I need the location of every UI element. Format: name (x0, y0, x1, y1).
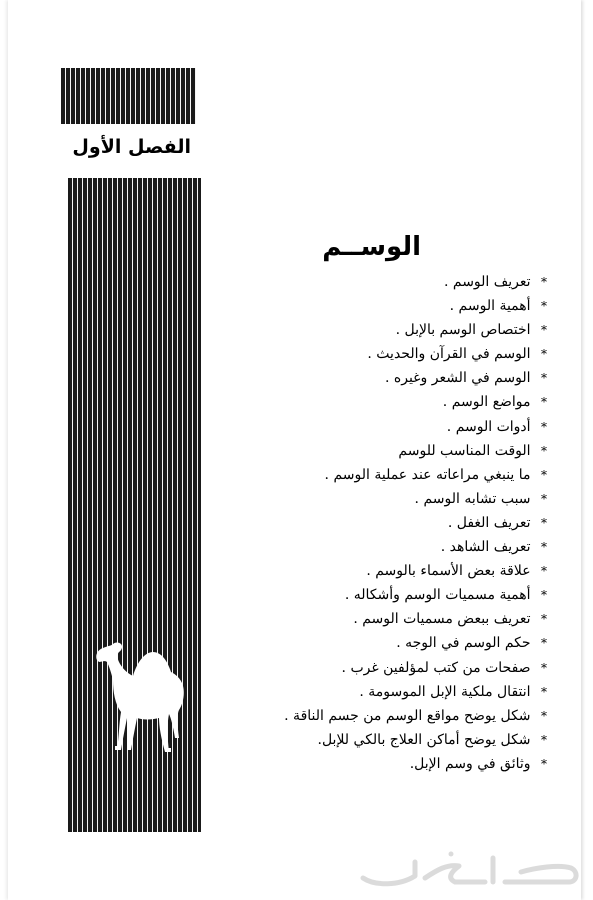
list-item (247, 390, 547, 414)
bullet-star-icon: * (541, 612, 547, 627)
list-item (247, 415, 547, 439)
list-item-label: شكل يوضح مواقع الوسم من جسم الناقة . (284, 707, 531, 724)
decorative-stripe-top (61, 68, 196, 124)
section-title: الوســم (322, 232, 421, 262)
list-item-label: شكل يوضح أماكن العلاج بالكي للإبل. (317, 731, 531, 748)
list-item-label: صفحات من كتب لمؤلفين غرب . (341, 659, 531, 676)
list-item-label: تعريف ببعض مسميات الوسم . (353, 611, 531, 628)
bullet-star-icon: * (541, 419, 547, 434)
bullet-star-icon: * (541, 299, 547, 314)
bullet-star-icon: * (541, 684, 547, 699)
list-item (247, 366, 547, 390)
list-item-label: أهمية مسميات الوسم وأشكاله . (344, 587, 531, 604)
list-item (247, 631, 547, 655)
list-item-label: أدوات الوسم . (446, 418, 531, 435)
list-item (247, 535, 547, 559)
bullet-star-icon: * (541, 708, 547, 723)
list-item-label: الوسم في الشعر وغيره . (385, 370, 531, 387)
list-item (247, 752, 547, 776)
bullet-star-icon: * (541, 515, 547, 530)
list-item (247, 342, 547, 366)
bullet-star-icon: * (541, 588, 547, 603)
list-item (247, 704, 547, 728)
list-item (247, 270, 547, 294)
list-item (247, 318, 547, 342)
bullet-star-icon: * (541, 732, 547, 747)
list-item (247, 680, 547, 704)
bullet-star-icon: * (541, 371, 547, 386)
bullet-star-icon: * (541, 564, 547, 579)
bullet-star-icon: * (541, 395, 547, 410)
bullet-star-icon: * (541, 347, 547, 362)
list-item-label: تعريف الغفل . (447, 514, 531, 531)
list-item-label: اختصاص الوسم بالإبل . (395, 322, 531, 339)
haraj-watermark-logo (355, 842, 585, 894)
bullet-star-icon: * (541, 540, 547, 555)
bullet-star-icon: * (541, 756, 547, 771)
list-item (247, 463, 547, 487)
bullet-star-icon: * (541, 323, 547, 338)
table-of-contents (247, 270, 547, 776)
bullet-star-icon: * (541, 443, 547, 458)
list-item (247, 294, 547, 318)
list-item-label: تعريف الوسم . (443, 274, 531, 290)
list-item-label: الوقت المناسب للوسم (398, 442, 531, 459)
list-item (247, 511, 547, 535)
list-item (247, 656, 547, 680)
camel-silhouette-icon (95, 638, 187, 756)
list-item-label: حكم الوسم في الوجه . (396, 635, 531, 652)
list-item (247, 439, 547, 463)
bullet-star-icon: * (541, 660, 547, 675)
list-item-label: سبب تشابه الوسم . (414, 490, 531, 507)
bullet-star-icon: * (541, 467, 547, 482)
list-item-label: وثائق في وسم الإبل. (409, 755, 531, 772)
list-item (247, 559, 547, 583)
chapter-title: الفصل الأول (72, 136, 191, 158)
bullet-star-icon: * (541, 491, 547, 506)
list-item-label: مواضع الوسم . (442, 394, 531, 411)
bullet-star-icon: * (541, 636, 547, 651)
list-item-label: تعريف الشاهد . (440, 539, 531, 556)
list-item (247, 487, 547, 511)
list-item-label: انتقال ملكية الإبل الموسومة . (359, 683, 531, 700)
list-item-label: ما ينبغي مراعاته عند عملية الوسم . (324, 466, 531, 483)
list-item (247, 728, 547, 752)
list-item (247, 583, 547, 607)
list-item-label: علاقة بعض الأسماء بالوسم . (366, 563, 531, 580)
list-item (247, 607, 547, 631)
list-item-label: أهمية الوسم . (449, 298, 531, 315)
list-item-label: الوسم في القرآن والحديث . (367, 346, 531, 363)
bullet-star-icon: * (541, 275, 547, 289)
